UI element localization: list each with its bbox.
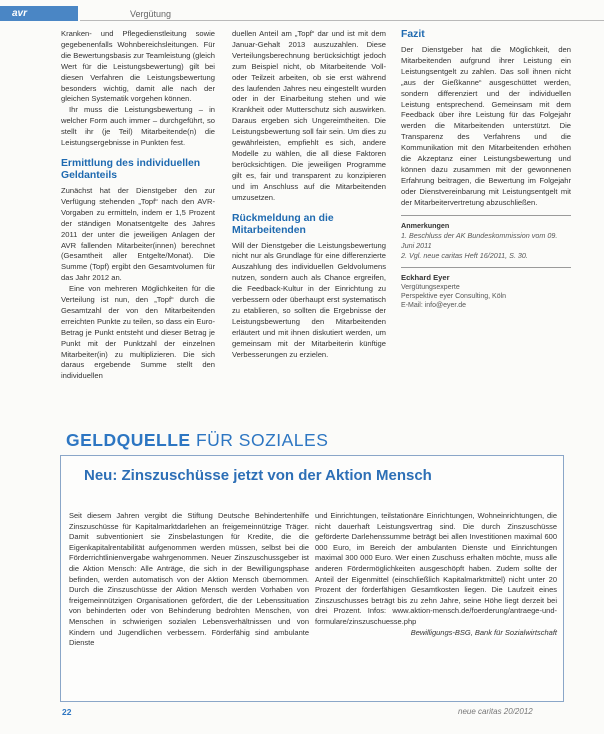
notes-divider — [401, 215, 571, 216]
fazit-heading: Fazit — [401, 29, 425, 40]
banner-title — [66, 430, 328, 451]
column-2 — [232, 29, 386, 360]
info-box-column-2 — [315, 511, 557, 638]
column-1 — [61, 29, 215, 382]
author-name: Eckhard Eyer — [401, 272, 450, 282]
col1-paragraph-3: Zunächst hat der Dienstgeber den zur Verfügung stehenden „Topf“ nach den AVR-Vorgaben zu ermitteln, indem er 1,5 Prozent der ständigen Monatsentgelte des Jahres 2011 der unter die jeweiligen Anlagen der AVR fallenden Mitarbeiter(innen) berechnet (Gesamtheit aller Entgelte/Monat). Die Summe (Topf) ergibt den Gesamtvolumen für das Jahr 2012 an. — [61, 185, 215, 283]
magazine-issue: neue caritas 20/2012 — [458, 707, 533, 716]
col2-subheading: Rückmeldung an die Mitarbeitenden — [232, 212, 334, 236]
info-box-text-left: Seit diesem Jahren vergibt die Stiftung Deutsche Behindertenhilfe Zinszuschüsse für Kapitalmarktdarlehen an freigemeinnützige Träger. Damit subventioniert sie Zinsbelastungen für Kredite, die die Eigenkapitalrentabilität aufgenommen werden müssen, selbst bei die Förderrichtlinienvergabe wahrgenommen. Neuer Zinszuschussgeber ist die Aktion Mensch: Alle Anträge, die sich in der Bewilligungsphase befinden, werden automatisch von der Aktion Mensch übernommen. Durch die Zinszuschüsse der Aktion Mensch werden Vorhaben von freigemeinnützigen Organisationen gefördert, die der Lebenssituation von behinderten oder von Behinderung bedrohten Menschen, von Menschen in schwierigen sozialen Lebensverhältnissen und von Kindern und Jugendlichen verbessern. Förderfähig sind ambulante Dienste — [69, 511, 309, 648]
section-tag: avr — [0, 6, 78, 21]
author-divider — [401, 267, 571, 268]
author-role: Vergütungsexperte — [401, 283, 460, 291]
info-box-column-1 — [69, 511, 309, 649]
col1-paragraph-1: Kranken- und Pflegedienstleitung sowie gegebenenfalls Wohnbereichsleitungen. Für die Bewertungsbasis zur Teamleistung (gleich Wert für die Leistungsbewertung) gilt bei diesen Verfahren die Leistungsbewertung besonders wichtig, damit alle nach der gleichen Systematik vorgehen können. — [61, 29, 215, 104]
fazit-paragraph: Der Dienstgeber hat die Möglichkeit, den Mitarbeitenden aufgrund ihrer Leistung ein Leistungsentgelt zu zahlen. Das soll ihnen nicht „aus der Gießkanne“ ausgeschüttet werden, sondern differenziert und der individuellen Leistung entsprechend. Gemeinsam mit dem Feedback über ihre Leistung für das Folgejahr werden die Mitarbeitenden unterstützt. Die Transparenz des Verfahrens und die Kommunikation mit den Mitarbeitenden erhöhen die Akzeptanz einer Leistungsbewertung und können dazu zusammen mit der gewonnenen Erfahrung beitragen, die Bewertung im Folgejahr oder Dienstvereinbarung mit Leistungsentgelt mit der Mitarbeitervertretung abzuschließen. — [401, 45, 571, 207]
section-title: Vergütung — [130, 9, 172, 19]
author-company: Perspektive eyer Consulting, Köln — [401, 292, 507, 300]
info-box-author: Bewilligungs-BSG, Bank für Sozialwirtschaft — [410, 627, 557, 637]
info-box — [60, 455, 564, 702]
col1-paragraph-2: Ihr muss die Leistungsbewertung – in welcher Form auch immer – durchgeführt, so stellt ihr (je Teil) Mitarbeitende(n) die Leistungsergebnisse in Punkten fest. — [61, 105, 215, 148]
note-2: 2. Vgl. neue caritas Heft 16/2011, S. 30. — [401, 250, 528, 260]
column-3 — [401, 29, 571, 310]
banner-title-light: FÜR SOZIALES — [195, 430, 329, 450]
info-box-text-right: und Einrichtungen, teilstationäre Einrichtungen, Wohneinrichtungen, die nicht dauerhaft Leistungsvertrag sind. Die durch Zinszuschüsse geförderte Darlehenssumme beträgt bei allen Investitionen maximal 600 000 Euro, im Bereich der ambulanten Dienste und Einrichtungen maximal 300 000 Euro. Wer einen Zuschuss erhalten möchte, muss alle anderen Fördermöglichkeiten ausgeschöpft haben. Zudem sollte der Anteil der Eigenmittel (einschließlich Kapitalmarktmittel) nicht unter 20 Prozent der förderfähigen Gesamtkosten liegen. Die Laufzeit eines Zinszuschusses beträgt bis zu zehn Jahre, seine Höhe liegt derzeit bei drei Prozent. Infos: www.aktion-mensch.de/foerderung/antraege-und-formulare/zinszuschuesse.php — [315, 511, 557, 626]
notes-title: Anmerkungen — [401, 220, 450, 230]
info-box-title: Neu: Zinszuschüsse jetzt von der Aktion Mensch — [84, 467, 432, 484]
col1-subheading: Ermittlung des individuellen Geldanteils — [61, 157, 201, 181]
author-email: E-Mail: info@eyer.de — [401, 301, 467, 309]
page-number: 22 — [62, 707, 72, 717]
banner-title-bold: GELDQUELLE — [66, 430, 191, 450]
header-rule — [80, 20, 604, 21]
col2-paragraph-1: duellen Anteil am „Topf“ dar und ist mit dem Januar-Gehalt 2013 auszuzahlen. Diese Verteilungsberechnung berücksichtigt jedoch zum Beispiel nicht, ob Mitarbeitende Voll- oder Teilzeit arbeiten, ob sie erst während des laufenden Jahres neu eingestellt wurden oder in der Einarbeitung stehen und wie Krankheit oder Mutterschutz sich auswirken. Daraus ergeben sich Ungereimtheiten. Die Leistungsbewertung soll fair sein. Um dies zu gewährleisten, empfiehlt es sich, andere Modelle zu wählen, die all diese Faktoren berücksichtigen. Die jeweiligen Programme gilt es, fair und transparent zu konzipieren und im Anschluss auf die Mitarbeitenden umzusetzen. — [232, 29, 386, 202]
col2-paragraph-2: Will der Dienstgeber die Leistungsbewertung nicht nur als Grundlage für eine differenzierte Auszahlung des individuellen Geldvolumens nutzen, sondern auch als Chance ergreifen, die Feedback-Kultur in der Einrichtung zu verbessern oder überhaupt erst systematisch zu etablieren, so sollten die Ergebnisse der Leistungsbewertung den Mitarbeitenden erläutert und mit ihnen diskutiert werden, um gemeinsam mit der Mitarbeiterin künftige Verbesserungen zu erzielen. — [232, 240, 386, 359]
note-1: 1. Beschluss der AK Bundeskommission vom 09. Juni 2011 — [401, 230, 558, 250]
col1-paragraph-4: Eine von mehreren Möglichkeiten für die Verteilung ist nun, den „Topf“ durch die Gesamtzahl der von den Mitarbeitenden erreichten Punkte zu teilen, so dass ein Euro-Betrag je Punkt entsteht und dieser Betrag je Punkt mit der Punktzahl der einzelnen Mitarbeiter(in) zu multiplizieren. Die sich daraus ergebende Summe stellt den individuellen — [61, 284, 215, 381]
